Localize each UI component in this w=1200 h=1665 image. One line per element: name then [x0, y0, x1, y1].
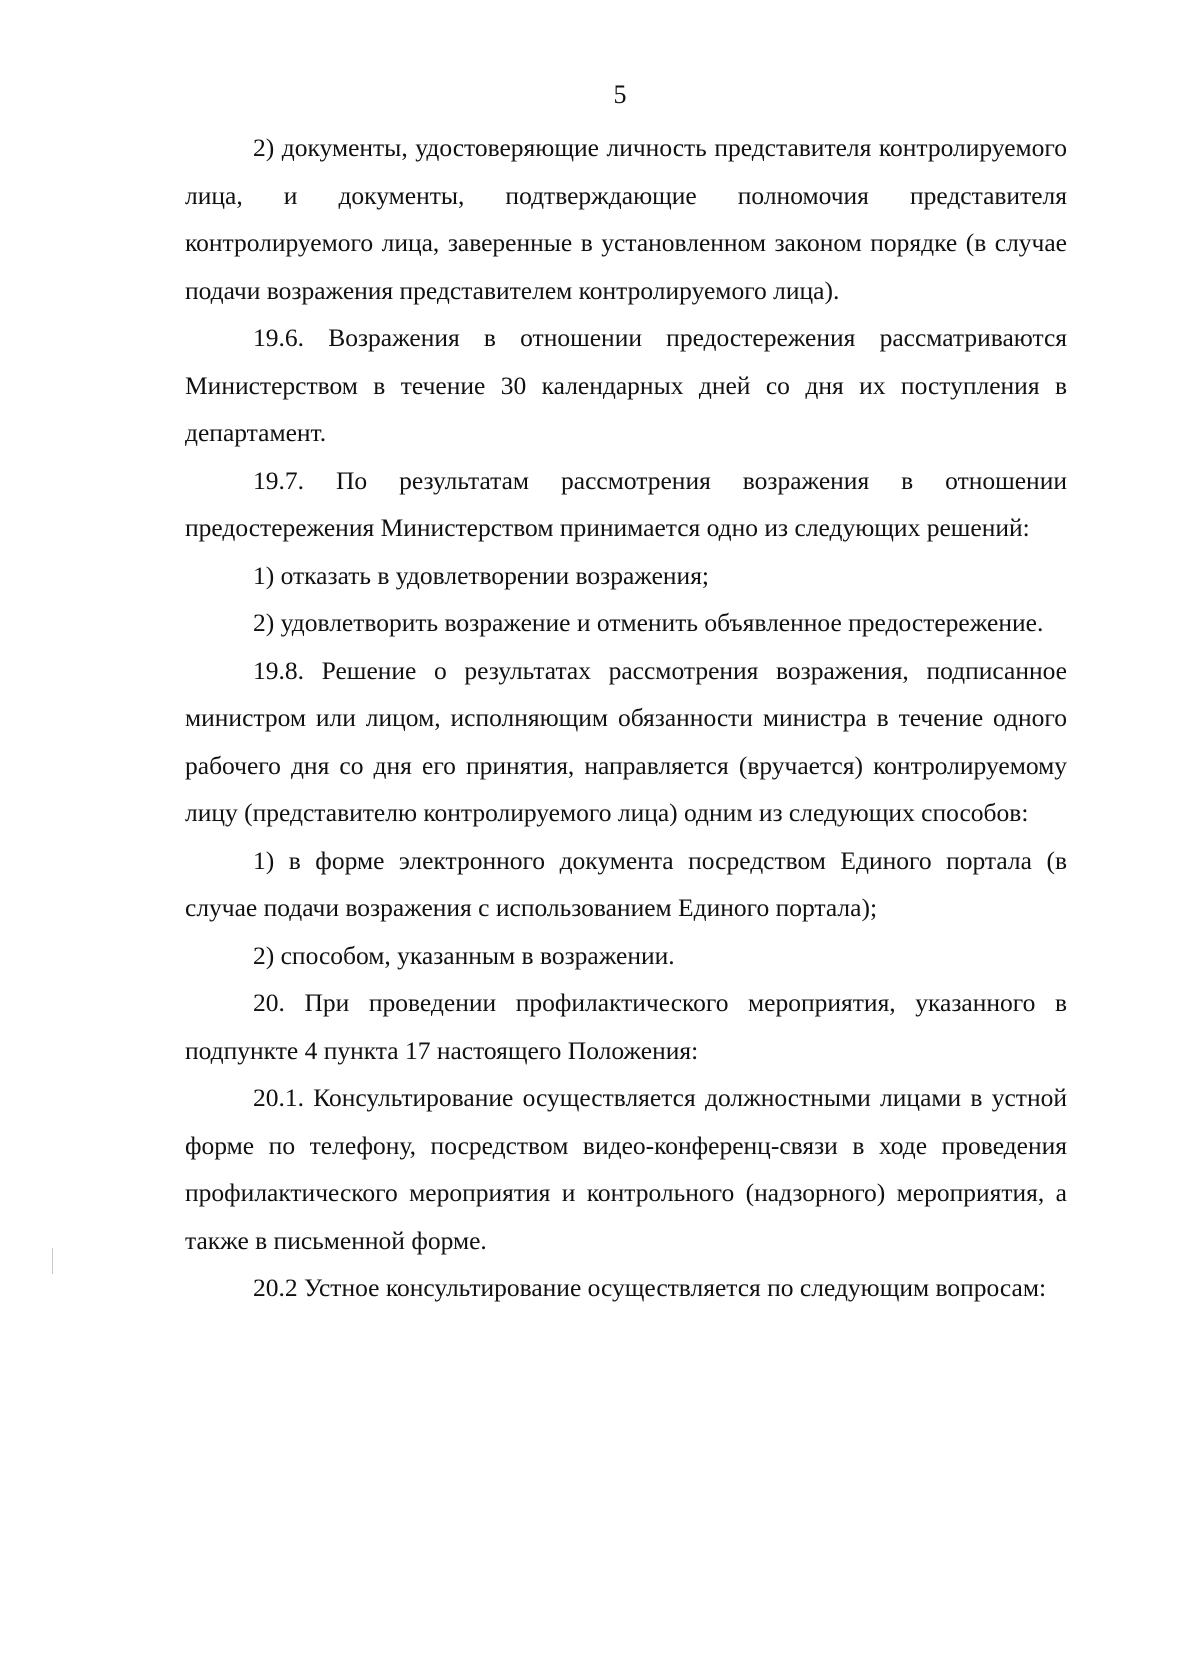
paragraph-20: 20. При проведении профилактического мероприятия, указанного в подпункте 4 пункта 17 настоящего Положения: [185, 988, 1067, 1065]
paragraph-representative-documents: 2) документы, удостоверяющие личность представителя контролируемого лица, и документы, подтверждающие полномочия представителя контролируемого лица, заверенные в установленном законом порядке (в случае подачи возражения представителем контролируемого лица). [185, 133, 1067, 305]
paragraph-electronic-delivery: 1) в форме электронного документа посредством Единого портала (в случае подачи возражения с использованием Единого портала); [185, 845, 1067, 922]
paragraph-19-6: 19.6. Возражения в отношении предостережения рассматриваются Министерством в течение 30 календарных дней со дня их поступления в департамент. [185, 323, 1067, 447]
paragraph-20-1: 20.1. Консультирование осуществляется должностными лицами в устной форме по телефону, посредством видео-конференц-связи в ходе проведения профилактического мероприятия и контрольного (надзорного) мероприятия, а также в письменной форме. [185, 1083, 1067, 1255]
scan-margin-mark [52, 1248, 53, 1274]
paragraph-19-8: 19.8. Решение о результатах рассмотрения возражения, подписанное министром или лицом, исполняющим обязанности министра в течение одного рабочего дня со дня его принятия, направляется (вручается) контролируемому лицу (представителю контролируемого лица) одним из следующих способов: [185, 655, 1067, 827]
page-number: 5 [613, 80, 627, 109]
paragraph-specified-delivery: 2) способом, указанным в возражении. [253, 940, 675, 970]
paragraph-decision-reject: 1) отказать в удовлетворении возражения; [253, 560, 710, 590]
paragraph-20-2: 20.2 Устное консультирование осуществляется по следующим вопросам: [253, 1273, 1047, 1302]
document-body [185, 124, 1067, 1312]
paragraph-decision-satisfy: 2) удовлетворить возражение и отменить объявленное предостережение. [253, 608, 1044, 637]
paragraph-19-7: 19.7. По результатам рассмотрения возражения в отношении предостережения Министерством принимается одно из следующих решений: [185, 465, 1067, 542]
